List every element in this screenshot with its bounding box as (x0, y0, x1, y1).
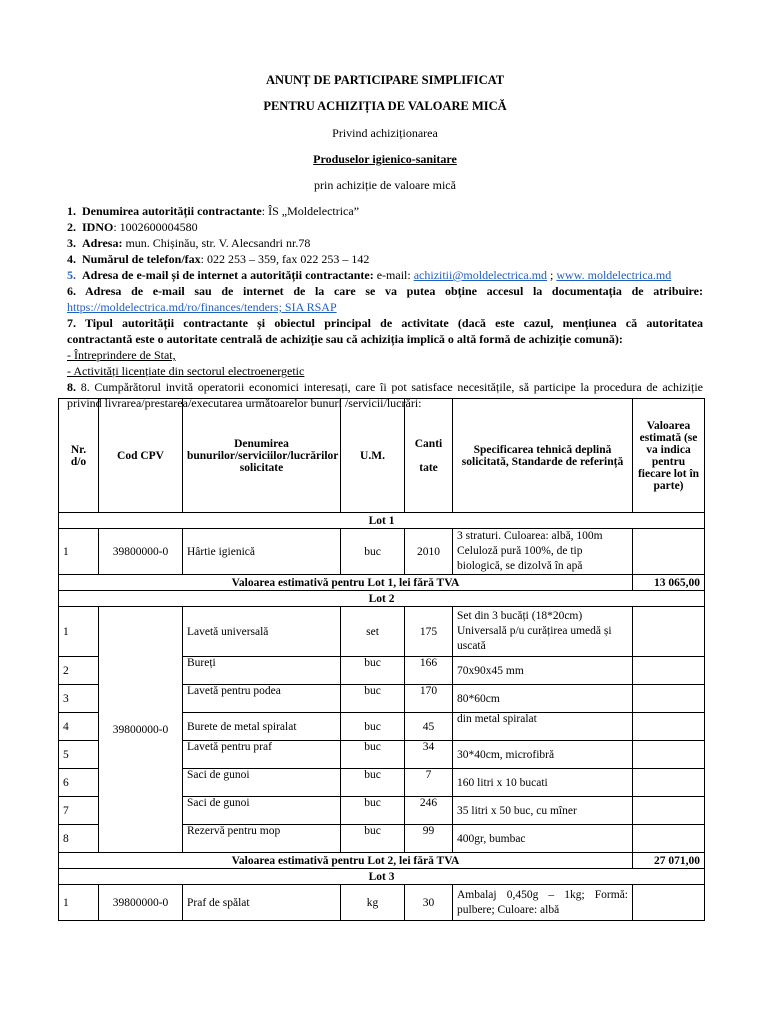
item-1: 1. Denumirea autorității contractante: ÎS „Moldelectrica” (67, 204, 360, 218)
item-6-link-line (67, 299, 703, 315)
item-4: 4. Numărul de telefon/fax: 022 253 – 359, fax 022 253 – 142 (67, 252, 370, 266)
header-cpv: Cod CPV (99, 399, 183, 513)
lot-2-cpv: 39800000-0 (99, 607, 183, 853)
table-row: 1 39800000-0 Lavetă universală set 175 Set din 3 bucăți (18*20cm) Universală p/u curățirea umedă și uscată (59, 607, 705, 657)
header-nr: Nr. d/o (59, 399, 99, 513)
item-7-line-1: 7. Tipul autorității contractante și obiectul principal de activitate (dacă este cazul, mențiunea că autoritatea (67, 316, 703, 330)
doc-title-1: ANUNȚ DE PARTICIPARE SIMPLIFICAT (265, 73, 505, 87)
item-7-bullet-2: - Activități licențiate din sectorul electroenergetic (67, 364, 305, 378)
lot-1-title: Lot 1 (59, 513, 705, 529)
item-5: 5. Adresa de e-mail și de internet a autorității contractante: e-mail: achizitii@moldelectrica.md ; www. moldelectrica.md (67, 268, 672, 282)
lot-1-total-label: Valoarea estimativă pentru Lot 1, lei fără TVA (59, 575, 633, 591)
tenders-link[interactable]: https://moldelectrica.md/ro/finances/tenders; SIA RSAP (67, 300, 337, 314)
website-link[interactable]: www. moldelectrica.md (556, 268, 672, 282)
header-spec: Specificarea tehnică deplină solicitată, Standarde de referință (453, 399, 633, 513)
doc-title-2: PENTRU ACHIZIȚIA DE VALOARE MICĂ (263, 99, 507, 113)
header-um: U.M. (341, 399, 405, 513)
item-3: 3. Adresa: mun. Chișinău, str. V. Alecsandri nr.78 (67, 236, 311, 250)
header-value: Valoarea estimată (se va indica pentru fiecare lot în parte) (633, 399, 705, 513)
table-row: 7 Saci de gunoi buc 246 35 litri x 50 buc, cu mîner (59, 797, 705, 825)
table-row: 5 Lavetă pentru praf buc 34 30*40cm, microfibră (59, 741, 705, 769)
item-8-line-2: privind livrarea/prestarea/executarea următoarelor bunuri /servicii/lucrări: (67, 396, 422, 410)
header-name: Denumirea bunurilor/serviciilor/lucrărilor solicitate (183, 399, 341, 513)
table-row: 6 Saci de gunoi buc 7 160 litri x 10 bucati (59, 769, 705, 797)
item-2: 2. IDNO: 1002600004580 (67, 220, 198, 234)
doc-subject: Produselor igienico-sanitare (313, 152, 457, 166)
doc-method: prin achiziție de valoare mică (314, 178, 456, 192)
lot-3-title: Lot 3 (59, 869, 705, 885)
table-row: 4 Burete de metal spiralat buc 45 din metal spiralat (59, 713, 705, 741)
lot-2-title: Lot 2 (59, 591, 705, 607)
table-header-row (59, 399, 705, 513)
item-8-line-1: 8. 8. Cumpărătorul invită operatorii economici interesați, care îi pot satisface necesitățile, să participe la procedura de achiziție (67, 380, 703, 394)
table-row: 1 39800000-0 Praf de spălat kg 30 Ambalaj 0,450g – 1kg; Formă: pulbere; Culoare: albă (59, 885, 705, 921)
item-7-line-2: contractantă este o autoritate centrală de achiziție sau că achiziția implică o altă formă de achiziție comună): (67, 332, 623, 346)
table-row: 3 Lavetă pentru podea buc 170 80*60cm (59, 685, 705, 713)
item-7-bullet-1: - Întreprindere de Stat, (67, 348, 176, 362)
lot-2-total: 27 071,00 (633, 853, 705, 869)
table-row: 8 Rezervă pentru mop buc 99 400gr, bumbac (59, 825, 705, 853)
email-link[interactable]: achizitii@moldelectrica.md (413, 268, 548, 282)
lot-1-total: 13 065,00 (633, 575, 705, 591)
info-list (67, 203, 703, 411)
doc-subtitle: Privind achiziționarea (332, 126, 438, 140)
lot-2-total-label: Valoarea estimativă pentru Lot 2, lei fără TVA (59, 853, 633, 869)
item-6: 6. Adresa de e-mail sau de internet de la care se va putea obține accesul la documentația de atribuire: (67, 284, 703, 298)
table-row: 2 Bureți buc 166 70x90x45 mm (59, 657, 705, 685)
procurement-table (58, 398, 705, 921)
header-qty: Canti tate (405, 399, 453, 513)
table-row: 1 39800000-0 Hârtie igienică buc 2010 3 straturi. Culoarea: albă, 100m Celuloză pură 100%, de tip biologică, se dizolvă în apă (59, 529, 705, 575)
